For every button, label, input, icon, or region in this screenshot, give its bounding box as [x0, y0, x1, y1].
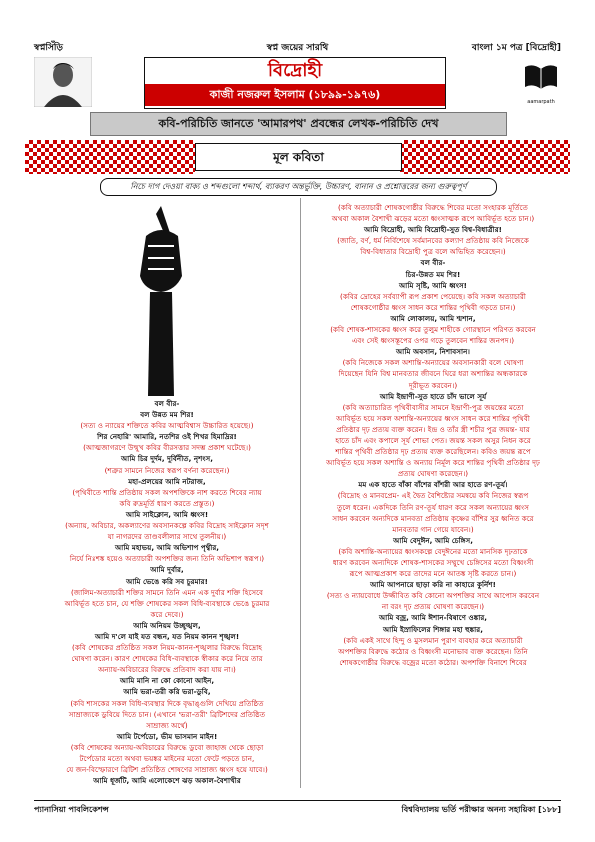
left-text-line: (শত্রুর সামনে নিজের স্বরূপ বর্ণনা করেছেন।) [104, 465, 230, 475]
column-divider [300, 198, 301, 788]
right-text-line: দূরীভূত করবেন।) [408, 380, 458, 390]
right-text-line: আমি লোকালয়, আমি শ্মশান, [390, 313, 476, 323]
right-text-line: দিয়েছেন যিনি বিশ্ব মানবতার জীবনে ঘিরে ধরা অশান্তির অন্ধকারকে [338, 369, 528, 379]
right-text-line: শোষকগোষ্ঠীর বিরুদ্ধে বজ্রের মতো কঠোর। অপশক্তি বিনাশে শিবের [339, 657, 527, 667]
left-text-line: আবির্ভূত হতে চান, যে শক্তি শোষকের সকল বিধি-ব্যবস্থাকে ভেঙে চুরমার [64, 598, 270, 608]
right-text-line: (কবি একই সাথে হিন্দু ও মুসলমান পুরাণ ব্যবহার করে অত্যাচারী [343, 635, 523, 645]
right-text-line: (কবি অশান্তি-অন্যায়ের ধ্বংসকল্পে বেদুঈনের মতো মানসিক দৃঢ়তাকে [338, 546, 528, 556]
right-text-line: আমি বজ্র, আমি ঈশান-বিষাণে ওঙ্কার, [378, 613, 488, 623]
left-text-line: আমি ভেঙে করি সব চুরমার! [126, 576, 208, 586]
left-text-line: কবি রুদ্রমূর্তি ধারণ করতে প্রস্তুত।) [119, 498, 215, 508]
left-text-line: করে দেবে।) [150, 609, 184, 619]
poem-title: বিদ্রোহী [267, 60, 323, 81]
left-text-line: আমি টর্পেডো, ভীম ভাসমান মাইন! [116, 731, 218, 741]
left-text-line: আমি ধূর্জটি, আমি এলোকেশে ঝড় অকাল-বৈশাখীর [93, 776, 241, 786]
book-icon [521, 59, 561, 93]
right-text-line: আমি আপনারে ছাড়া করি না কাহারে কুর্নিশ! [370, 580, 496, 590]
brand-left: স্বপ্নসিঁড়ি [34, 43, 63, 53]
left-text-line: যা নাগরদের তাণ্ডবলীলার সাথে তুলনীয়।) [107, 532, 227, 542]
right-text-line: (বিদ্রোহ ও মানবপ্রেম- এই দ্বৈত বৈশিষ্ট্যের সমন্বয়ে কবি নিজের স্বরূপ [337, 491, 529, 501]
left-text-line: নির্যে নিঃশঙ্ক হয়েও অত্যাচারী অপশক্তির জন্য তিনি অভিশাপ স্বরূপ।) [69, 554, 265, 564]
left-text-line: (পৃথিবীতে শান্তি প্রতিষ্ঠায় সকল অপশক্তিকে নাশ করতে শিবের ন্যায় [72, 487, 262, 497]
right-text-line: এবং সেই ধ্বংসস্তূপের ওপর গড়ে তুলবেন শান্তির জনপদ।) [351, 336, 515, 346]
header [34, 57, 561, 109]
slogan: স্বপ্ন জয়ের সারথি [266, 43, 329, 53]
left-text-line: (কবি শোষকের প্রতিষ্ঠিত সকল নিয়ম-কানন-শৃঙ্খলার বিরুদ্ধে বিদ্রোহ [72, 643, 262, 653]
right-text-line: আমি অবসান, নিশাবসান। [396, 347, 470, 357]
right-text-line: (কবির দ্রোহের সর্বব্যাপী রূপ প্রকাশ পেয়েছে। কবি সকল অত্যাচারী [340, 291, 526, 301]
left-text-line: আমি সাইক্লোন, আমি ধ্বংস! [125, 509, 209, 519]
left-text-line: সাম্রাজ্যকে ডুবিয়ে দিতে চান। (এখানে 'ভরা-তরী' ব্রিটিশদের প্রতিষ্ঠিত [68, 709, 266, 719]
right-text-line: না বরং দৃঢ় প্রত্যয় ঘোষণা করেছেন।) [381, 602, 485, 612]
right-text-line: আবির্ভূত হয়ে সকল অশান্তি-অন্যায়ের ধ্বংস সাধন করে শান্তির পৃথিবী [336, 413, 530, 423]
left-text-line: বল বীর- [154, 399, 180, 408]
checker-pattern-right [400, 140, 570, 174]
left-text-line: (কবি শাসকের সকল বিধি-ব্যবস্থার দিকে বৃদ্ধাঙ্গুলি দেখিয়ে প্রতিষ্ঠিত [70, 698, 264, 708]
section-band [0, 140, 595, 174]
left-text-line: আমি অনিয়ম উচ্ছৃঙ্খল, [133, 620, 201, 630]
right-text-line: মানবতার গান গেয়ে যাবেন।) [392, 524, 474, 534]
right-text-line: (সত্য ও ন্যায়বোধে উজ্জীবিত কবি কোনো অপশক্তির সাথে আপোস করবেন [326, 591, 540, 601]
left-text-line: আমি মহাভয়, আমি অভিশাপ পৃথ্বীর, [114, 543, 220, 553]
right-text-line: ধারণ করবেন অন্যদিকে শোষক-শাসকের সম্মুখে চেঙ্গিসের মতো বিধ্বংসী [332, 558, 534, 567]
notice-banner: কবি-পরিচিতি জানতে 'আমারপথ' প্রবন্ধের লেখক-পরিচিতি দেখ [90, 112, 507, 136]
right-text-line: অপশক্তির বিরুদ্ধে কঠোর ও বিধ্বংসী মনোভাব ব্যক্ত করেছেন। তিনি [338, 646, 528, 656]
left-text-line: আমি দুর্বার, [150, 565, 184, 575]
right-text-line: আমি ইন্দ্রাণী-সুত হাতে চাঁদ ভালে সূর্য [379, 391, 487, 401]
footer [34, 800, 561, 815]
right-text-line: বিশ্ব-বিধাতার বিদ্রোহী পুত্র বলে অভিহিত করেছেন।) [360, 247, 506, 257]
top-bar [34, 40, 561, 54]
instruction-note: নিচে দাগ দেওয়া বাক্য ও শব্দগুলো শব্দার্থ, ব্যাকরণ অন্তর্ভুক্তি, উচ্চারণ, বানান ও প্রশ্নোত্তরের জন্য গুরুত্বপূর্ণ [100, 178, 497, 196]
right-text-line: মম এক হাতে বাঁকা বাঁশের বাঁশরী আর হাতে রণ-তূর্য। [358, 480, 508, 490]
right-column [302, 198, 564, 788]
book-page-label: বিশ্ববিদ্যালয় ভর্তি পরীক্ষার অনন্য সহায়িকা [১৮৮] [401, 805, 561, 814]
checker-pattern-left [25, 140, 195, 174]
raised-fist-pen-icon [116, 206, 206, 396]
left-column [36, 198, 298, 788]
left-text-line: যে জন-বিস্ফোরণে ব্রিটিশ প্রতিষ্ঠিত শোষণের সাম্রাজ্য ধ্বংস হয়ে যাবে।) [66, 765, 268, 775]
right-text-line: অথবা অকাল বৈশাখী ঝড়ের মতো ধ্বংসাত্মক রূপে আবির্ভূত হতে চান।) [331, 214, 535, 224]
logo-text: aamarpath [527, 99, 555, 105]
left-text-line: (কবি শোষকের অন্যায়-অবিচারের বিরুদ্ধে ডুবো জাহাজ থেকে ছোড়া [70, 742, 264, 752]
right-text-line: আমি ইস্রাফিলের শিঙ্গার মহা হুঙ্কার, [383, 624, 483, 634]
left-text-line: আমি ভরা-তরী করি ভরা-ডুবি, [123, 687, 211, 697]
right-text-line: শোষকগোষ্ঠীর ধ্বংস সাধন করে শান্তির পৃথিবী গড়তে চান।) [350, 302, 516, 312]
section-title: মূল কবিতা [195, 143, 402, 171]
right-text-line: প্রত্যয় ঘোষণা করেছেন।) [397, 469, 469, 479]
left-text-line: অন্যায়-অবিচারের বিরুদ্ধে প্রতিবাদ করা যায় না।) [98, 665, 236, 675]
right-text-line: তুলে ধরেন। একদিকে তিনি রণ-তূর্য ধারণ করে সকল অন্যায়ের ধ্বংস [336, 502, 530, 512]
right-text-line: (কবি শোষক-শাসকের ধ্বংস করে তুলুম শাহীকে গোরস্থানে পরিণত করবেন [330, 325, 536, 335]
poet-portrait-icon [34, 57, 92, 107]
right-text-lines [302, 202, 564, 668]
left-text-line: সাম্রাজ্য অর্থে) [146, 720, 188, 730]
right-text-line: আবির্ভূত হয়ে সকল অশান্তি ও অন্যায় নির্মূল করে শান্তির পৃথিবী প্রতিষ্ঠার দৃঢ় [326, 458, 540, 468]
author-line: কাজী নজরুল ইসলাম (১৮৯৯-১৯৭৬) [145, 84, 445, 106]
right-text-line: (কবি নিজেকে সকল অশান্তি-অন্যায়ের অবসানকারী বলে ঘোষণা [342, 358, 524, 368]
right-text-line: চির-উন্নত মম শির! [405, 269, 461, 279]
left-text-line: আমি দ'লে যাই যত বন্ধন, যত নিয়ম কানন শৃঙ্খল! [94, 631, 240, 641]
right-text-line: প্রতিষ্ঠার দৃঢ় প্রত্যয় ব্যক্ত করেন। ইন্দ্র ও তাঁর স্ত্রী শচীর পুত্র জয়ন্ত- যার [336, 424, 530, 434]
title-box [144, 57, 446, 109]
right-text-line: (কবি অত্যাচারী শোষকগোষ্ঠীর বিরুদ্ধে শিবের মতো সংহারক মূর্তিতে [338, 203, 528, 212]
left-text-line: (জালিম-অত্যাচারী শক্তির সামনে তিনি এমন এক দুর্বার শক্তি হিসেবে [70, 587, 264, 597]
right-text-line: আমি বেদুঈন, আমি চেঙ্গিস, [393, 535, 473, 545]
right-text-line: বল বীর- [420, 258, 446, 268]
right-text-line: আমি বিদ্রোহী, আমি বিদ্রোহী-সুত বিশ্ব-বিধাত্রীর! [364, 225, 502, 235]
right-text-line: হাতে চাঁদ এবং কপালে সূর্য শোভা পেত। জয়ন্ত সকল অসুর নিধন করে [335, 435, 531, 445]
right-text-line: রূপে আত্মপ্রকাশ করে তাদের মনে আতঙ্ক সৃষ্টি করতে চান।) [349, 569, 517, 579]
right-text-line: সাধন করবেন অন্যদিকে মানবতা প্রতিষ্ঠায় কৃষ্ণের বাঁশির সুর ধ্বনিত করে [332, 513, 534, 523]
right-text-line: (জাতি, বর্ণ, ধর্ম নির্বিশেষে সর্বমানবের কল্যাণ প্রতিষ্ঠায় কবি নিজেকে [337, 236, 529, 246]
left-text-line: (আত্মজাগরণে উন্মুখ কবির বীরসত্তার সদম্ভ প্রকাশ ঘটেছে।) [83, 443, 251, 453]
left-text-line: (অন্যায়, অবিচার, অকল্যাণের অবসানকল্পে কবির বিদ্রোহ সাইক্লোন সদৃশ [65, 521, 269, 531]
left-text-line: মহা-প্রলয়ের আমি নটরাজ, [128, 476, 206, 486]
right-text-line: (কবি অত্যাচারিত পৃথিবীবাসীর সামনে ইন্দ্রাণী-পুত্র জয়ন্তের মতো [342, 402, 524, 412]
left-text-line: টর্পেডোর মতো অথবা ভয়ঙ্কর মাইনের মতো ফেটে পড়তে চান, [79, 754, 255, 763]
left-text-line: ঘোষণা করেন। কারণ শোষকের বিধি-ব্যবস্থাকে স্বীকার করে নিয়ে তার [71, 654, 263, 664]
left-text-lines [36, 398, 298, 786]
publisher-logo [521, 59, 561, 105]
left-text-line: আমি চির দুর্দম, দুর্বিনীত, নৃশংস, [120, 454, 214, 464]
left-text-line: (সত্য ও ন্যায়ের শক্তিতে কবির আত্মবিশ্বাস উচ্চারিত হয়েছে।) [80, 421, 254, 431]
publisher-name: প্যানাসিয়া পাবলিকেশন্স [34, 805, 109, 814]
subject-label: বাংলা ১ম পত্র [বিদ্রোহী] [471, 43, 561, 53]
left-text-line: শির নেহারি' আমারি, নতশির ওই শিখর হিমাদ্রির! [97, 432, 237, 442]
left-text-line: বল উন্নত মম শির! [140, 410, 194, 420]
left-text-line: আমি মানি না কো কোনো আইন, [119, 676, 215, 686]
right-text-line: শান্তির পৃথিবী প্রতিষ্ঠার দৃঢ় প্রত্যয় ব্যক্ত করেছিলেন। কবিও জয়ন্ত রূপে [335, 447, 531, 457]
right-text-line: আমি সৃষ্টি, আমি ধ্বংস! [399, 280, 467, 290]
